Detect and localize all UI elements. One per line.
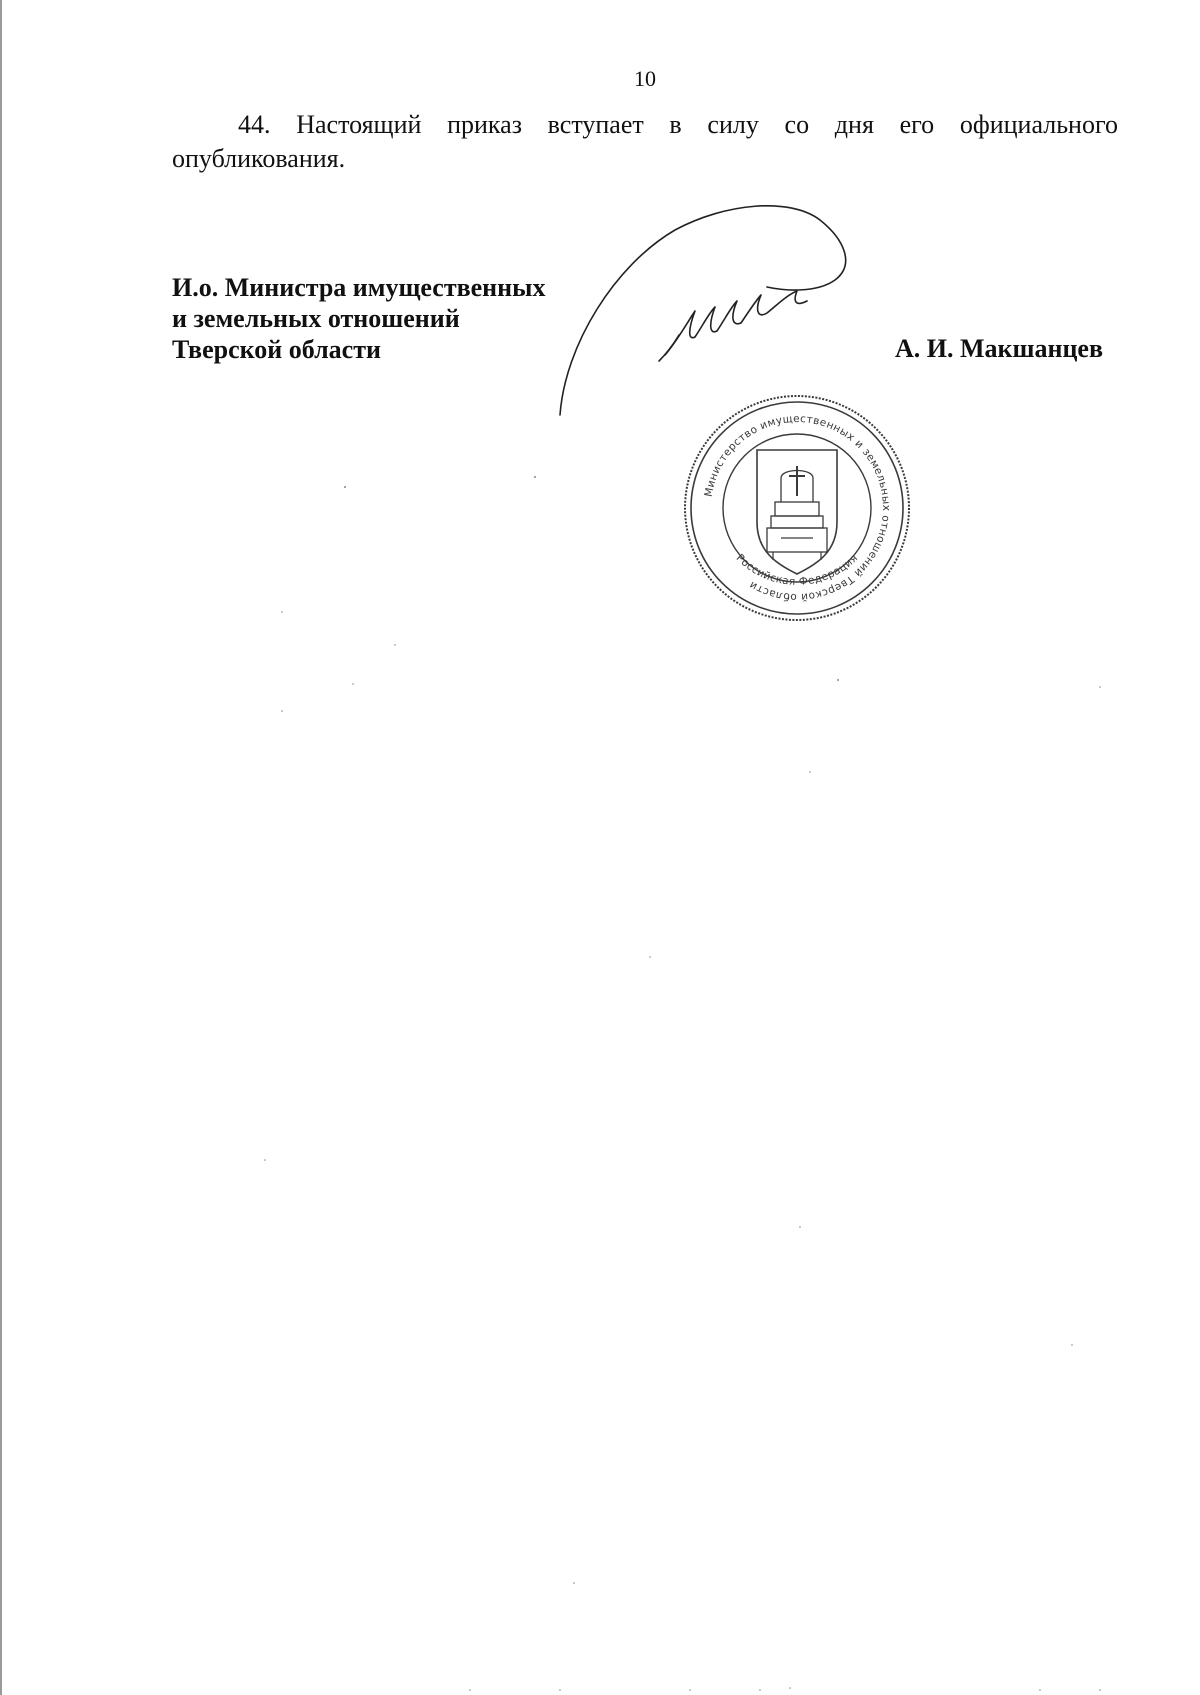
paragraph-44: 44. Настоящий приказ вступает в силу со дня его официального опубликования. [172,110,1118,173]
signatory-title [172,272,545,365]
signatory-title-line-2: и земельных отношений [172,304,460,333]
page-edge [0,0,2,1695]
signatory-title-line-1: И.о. Министра имущественных [172,273,546,302]
seal-outer-text: Министерство имущественных и земельных отношений Тверской области [702,412,893,604]
signatory-name: А. И. Макшанцев [895,334,1104,363]
seal-bottom-text: Российская Федерация [733,551,861,588]
handwritten-signature [555,195,885,425]
page-number: 10 [634,66,656,91]
official-seal [681,392,913,624]
signatory-title-line-3: Тверской области [172,335,381,364]
